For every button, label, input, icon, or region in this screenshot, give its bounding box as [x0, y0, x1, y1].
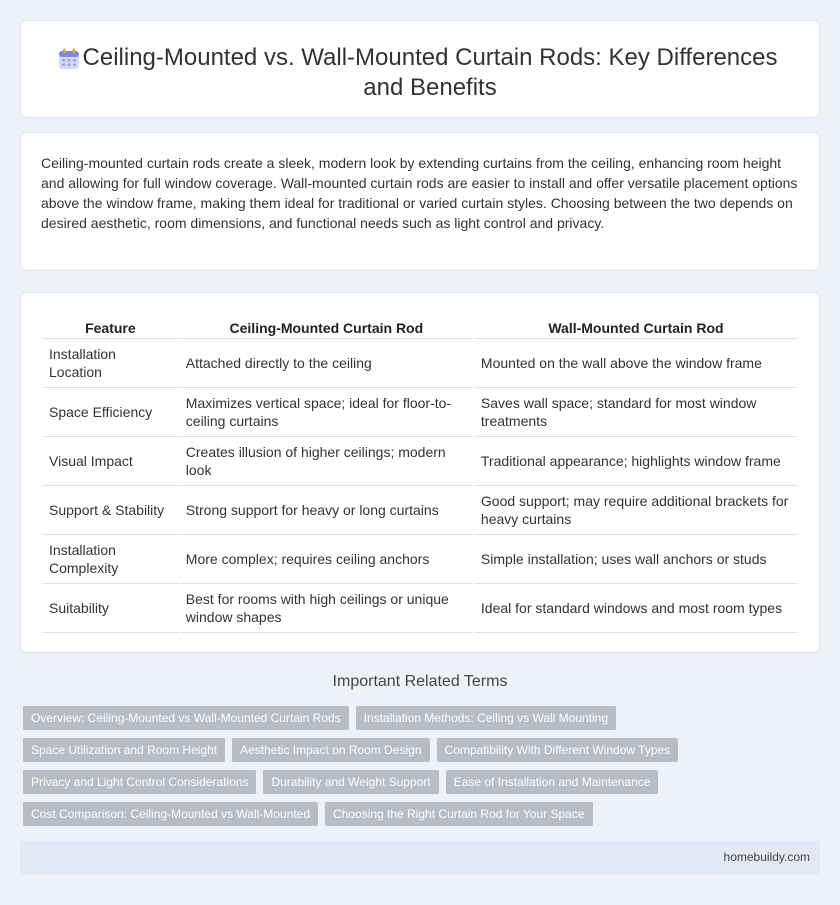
- table-cell: Traditional appearance; highlights window frame: [475, 437, 797, 486]
- page-title: Ceiling-Mounted vs. Wall-Mounted Curtain Rods: Key Differences and Benefits: [82, 44, 778, 101]
- table-cell: Ideal for standard windows and most room types: [475, 584, 797, 633]
- related-term-tag[interactable]: Durability and Weight Support: [263, 770, 438, 794]
- comparison-table-card: [20, 292, 820, 653]
- related-term-tag[interactable]: Overview: Ceiling-Mounted vs Wall-Mounted Curtain Rods: [23, 706, 349, 730]
- footer-site-name[interactable]: homebuildy.com: [723, 850, 810, 864]
- related-term-tag[interactable]: Cost Comparison: Ceiling-Mounted vs Wall-Mounted: [23, 802, 318, 826]
- table-cell: More complex; requires ceiling anchors: [180, 535, 473, 584]
- tag-row: [23, 770, 723, 794]
- table-cell-feature: Support & Stability: [43, 486, 178, 535]
- table-cell: Saves wall space; standard for most window treatments: [475, 388, 797, 437]
- footer: [20, 841, 820, 874]
- table-cell: Mounted on the wall above the window frame: [475, 339, 797, 388]
- table-cell: Best for rooms with high ceilings or unique window shapes: [180, 584, 473, 633]
- table-cell-feature: Space Efficiency: [43, 388, 178, 437]
- table-cell: Maximizes vertical space; ideal for floor-to-ceiling curtains: [180, 388, 473, 437]
- related-term-tag[interactable]: Compatibility With Different Window Types: [437, 738, 679, 762]
- tag-row: [23, 738, 723, 762]
- related-terms-heading: Important Related Terms: [332, 673, 508, 690]
- table-row: [43, 584, 797, 633]
- table-row: [43, 339, 797, 388]
- table-cell-feature: Installation Location: [43, 339, 178, 388]
- table-cell-feature: Suitability: [43, 584, 178, 633]
- table-cell: Creates illusion of higher ceilings; modern look: [180, 437, 473, 486]
- table-row: [43, 535, 797, 584]
- table-cell: Attached directly to the ceiling: [180, 339, 473, 388]
- related-term-tag[interactable]: Ease of Installation and Maintenance: [446, 770, 659, 794]
- tag-row: [23, 802, 723, 826]
- column-header: Ceiling-Mounted Curtain Rod: [180, 313, 473, 339]
- table-header-row: [43, 313, 797, 339]
- table-row: [43, 437, 797, 486]
- header-card: [20, 20, 820, 118]
- related-term-tag[interactable]: Choosing the Right Curtain Rod for Your Space: [325, 802, 593, 826]
- summary-card: [20, 132, 820, 271]
- related-term-tag[interactable]: Aesthetic Impact on Room Design: [232, 738, 429, 762]
- table-row: [43, 486, 797, 535]
- comparison-table: [41, 313, 799, 633]
- table-cell: Strong support for heavy or long curtains: [180, 486, 473, 535]
- tag-row: [23, 706, 723, 730]
- related-term-tag[interactable]: Space Utilization and Room Height: [23, 738, 225, 762]
- summary-text: Ceiling-mounted curtain rods create a sleek, modern look by extending curtains from the ceiling, enhancing room height and allowing for full window coverage. Wall-mounted curtain rods are easier to install and offer versatile placement options above the window frame, making them ideal for traditional or varied curtain styles. Choosing between the two depends on desired aesthetic, room dimensions, and functional needs such as light control and privacy.: [41, 155, 798, 231]
- related-term-tag[interactable]: Privacy and Light Control Considerations: [23, 770, 256, 794]
- column-header: Feature: [43, 313, 178, 339]
- related-term-tag[interactable]: Installation Methods: Ceiling vs Wall Mounting: [356, 706, 616, 730]
- table-cell: Good support; may require additional brackets for heavy curtains: [475, 486, 797, 535]
- table-row: [43, 388, 797, 437]
- table-cell: Simple installation; uses wall anchors or studs: [475, 535, 797, 584]
- table-cell-feature: Visual Impact: [43, 437, 178, 486]
- related-terms-list: [23, 706, 723, 834]
- column-header: Wall-Mounted Curtain Rod: [475, 313, 797, 339]
- table-cell-feature: Installation Complexity: [43, 535, 178, 584]
